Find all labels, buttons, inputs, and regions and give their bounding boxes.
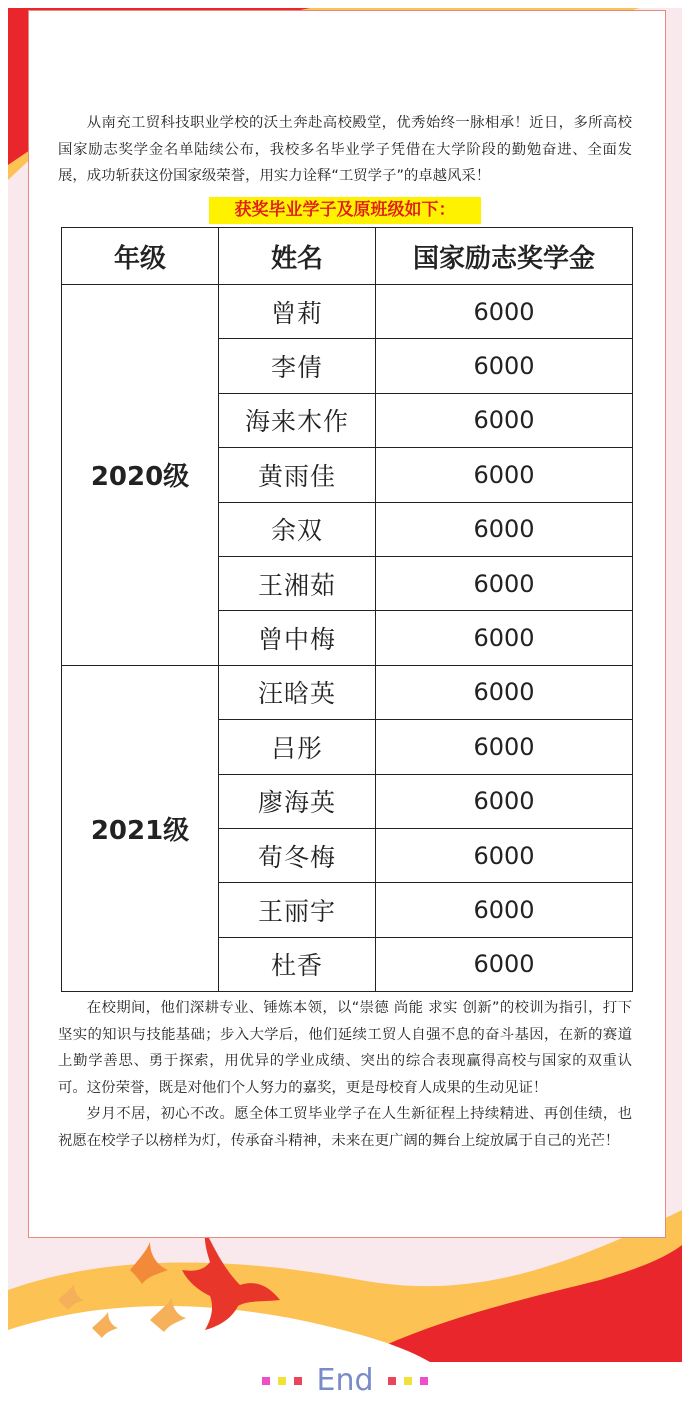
name-cell: 吕彤 — [219, 720, 376, 774]
name-cell: 海来木作 — [219, 393, 376, 447]
name-cell: 杜香 — [219, 937, 376, 991]
amount-cell: 6000 — [376, 285, 633, 339]
name-cell: 余双 — [219, 502, 376, 556]
amount-cell: 6000 — [376, 937, 633, 991]
amount-cell: 6000 — [376, 339, 633, 393]
amount-cell: 6000 — [376, 883, 633, 937]
amount-cell: 6000 — [376, 720, 633, 774]
name-cell: 曾中梅 — [219, 611, 376, 665]
amount-cell: 6000 — [376, 448, 633, 502]
header-name: 姓名 — [219, 228, 376, 285]
end-dot — [388, 1377, 396, 1385]
amount-cell: 6000 — [376, 502, 633, 556]
table-row — [62, 665, 633, 719]
name-cell: 曾莉 — [219, 285, 376, 339]
end-dot — [278, 1377, 286, 1385]
intro-paragraph — [58, 110, 632, 190]
name-cell: 汪晗英 — [219, 665, 376, 719]
amount-cell: 6000 — [376, 774, 633, 828]
name-cell: 黄雨佳 — [219, 448, 376, 502]
table-subtitle: 获奖毕业学子及原班级如下： — [209, 197, 481, 224]
end-dot — [420, 1377, 428, 1385]
grade-cell: 2021级 — [62, 665, 219, 991]
paragraph-1: 在校期间，他们深耕专业、锤炼本领，以“崇德 尚能 求实 创新”的校训为指引，打下坚实的知识与技能基础；步入大学后，他们延续工贸人自强不息的奋斗基因，在新的赛道上勤学善思、勇于探索，用优异的学业成绩、突出的综合表现赢得高校与国家的双重认可。这份荣誉，既是对他们个人努力的嘉奖，更是母校育人成果的生动见证！ — [58, 1000, 632, 1096]
end-dot — [404, 1377, 412, 1385]
grade-cell: 2020级 — [62, 285, 219, 666]
scholarship-table — [61, 227, 633, 992]
amount-cell: 6000 — [376, 556, 633, 610]
table-row — [62, 285, 633, 339]
amount-cell: 6000 — [376, 828, 633, 882]
name-cell: 李倩 — [219, 339, 376, 393]
closing-text — [58, 995, 632, 1154]
amount-cell: 6000 — [376, 665, 633, 719]
intro-text: 从南充工贸科技职业学校的沃土奔赴高校殿堂，优秀始终一脉相承！近日，多所高校国家励志奖学金名单陆续公布，我校多名毕业学子凭借在大学阶段的勤勉奋进、全面发展，成功斩获这份国家级荣誉，用实力诠释“工贸学子”的卓越风采！ — [58, 115, 632, 184]
amount-cell: 6000 — [376, 611, 633, 665]
end-label: End — [316, 1362, 374, 1398]
table-header-row — [62, 228, 633, 285]
name-cell: 王湘茹 — [219, 556, 376, 610]
end-dot — [294, 1377, 302, 1385]
name-cell: 王丽宇 — [219, 883, 376, 937]
end-dot — [262, 1377, 270, 1385]
header-award: 国家励志奖学金 — [376, 228, 633, 285]
name-cell: 荀冬梅 — [219, 828, 376, 882]
end-marker — [0, 1362, 690, 1404]
header-grade: 年级 — [62, 228, 219, 285]
name-cell: 廖海英 — [219, 774, 376, 828]
paragraph-2: 岁月不居，初心不改。愿全体工贸毕业学子在人生新征程上持续精进、再创佳绩，也祝愿在校学子以榜样为灯，传承奋斗精神，未来在更广阔的舞台上绽放属于自己的光芒！ — [58, 1106, 632, 1149]
amount-cell: 6000 — [376, 393, 633, 447]
